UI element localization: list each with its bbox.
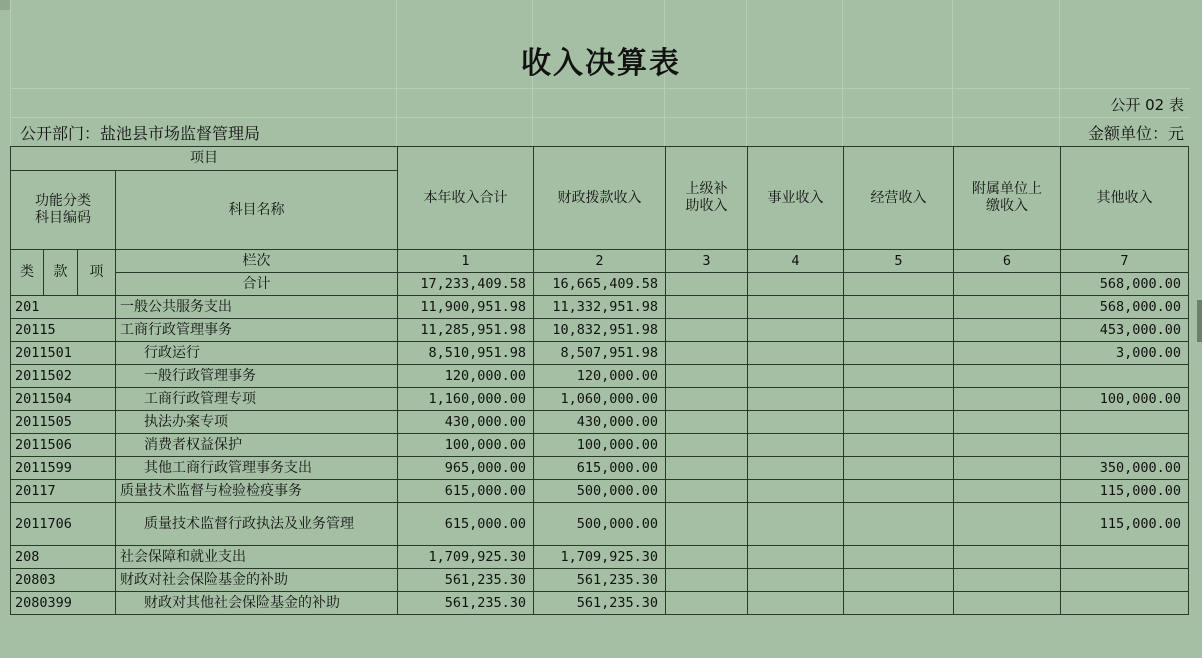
subject-name: 一般行政管理事务 <box>116 365 398 388</box>
amount-cell <box>844 503 954 546</box>
amount-cell <box>748 546 844 569</box>
col-number: 7 <box>1061 250 1189 273</box>
amount-cell <box>1061 569 1189 592</box>
col-header-total: 本年收入合计 <box>398 147 534 250</box>
amount-cell: 11,332,951.98 <box>534 296 666 319</box>
subject-name: 消费者权益保护 <box>116 434 398 457</box>
col-header-business: 事业收入 <box>748 147 844 250</box>
amount-cell <box>954 342 1061 365</box>
amount-cell <box>748 365 844 388</box>
amount-cell <box>748 411 844 434</box>
subject-name: 行政运行 <box>116 342 398 365</box>
grid-line <box>10 117 1190 118</box>
col-number: 1 <box>398 250 534 273</box>
project-header: 项目 <box>11 147 398 171</box>
amount-cell <box>748 592 844 615</box>
amount-cell <box>748 342 844 365</box>
amount-cell <box>954 592 1061 615</box>
table-row <box>11 365 1189 388</box>
amount-cell <box>748 503 844 546</box>
amount-cell: 561,235.30 <box>398 569 534 592</box>
amount-cell <box>1061 592 1189 615</box>
scrollbar-handle[interactable] <box>1197 300 1202 342</box>
subject-code: 2011504 <box>11 388 116 411</box>
table-row <box>11 342 1189 365</box>
amount-cell <box>954 480 1061 503</box>
amount-cell <box>844 296 954 319</box>
amount-cell <box>748 434 844 457</box>
amount-cell <box>666 569 748 592</box>
total-value <box>748 273 844 296</box>
col-header-operating: 经营收入 <box>844 147 954 250</box>
subject-name: 执法办案专项 <box>116 411 398 434</box>
amount-cell <box>1061 546 1189 569</box>
table-row <box>11 546 1189 569</box>
amount-cell <box>954 388 1061 411</box>
amount-cell <box>666 503 748 546</box>
total-value: 16,665,409.58 <box>534 273 666 296</box>
amount-cell <box>954 569 1061 592</box>
subject-name: 财政对社会保险基金的补助 <box>116 569 398 592</box>
amount-cell <box>954 546 1061 569</box>
subject-code: 2080399 <box>11 592 116 615</box>
subject-code: 2011501 <box>11 342 116 365</box>
amount-cell <box>954 503 1061 546</box>
amount-cell <box>1061 365 1189 388</box>
col-number: 5 <box>844 250 954 273</box>
amount-cell <box>666 342 748 365</box>
subject-code: 2011502 <box>11 365 116 388</box>
col-number: 3 <box>666 250 748 273</box>
lanci-header: 栏次 <box>116 250 398 273</box>
subject-name: 工商行政管理专项 <box>116 388 398 411</box>
amount-cell: 500,000.00 <box>534 503 666 546</box>
subject-name: 一般公共服务支出 <box>116 296 398 319</box>
table-row <box>11 296 1189 319</box>
amount-cell <box>844 388 954 411</box>
table-row <box>11 569 1189 592</box>
amount-cell <box>844 457 954 480</box>
amount-cell: 568,000.00 <box>1061 296 1189 319</box>
amount-cell: 120,000.00 <box>398 365 534 388</box>
amount-cell <box>666 434 748 457</box>
total-value <box>844 273 954 296</box>
amount-cell <box>748 457 844 480</box>
amount-cell: 100,000.00 <box>534 434 666 457</box>
amount-cell <box>748 388 844 411</box>
func-code-header: 功能分类 科目编码 <box>11 171 116 250</box>
amount-cell <box>954 434 1061 457</box>
total-value <box>954 273 1061 296</box>
amount-cell <box>666 296 748 319</box>
amount-cell: 1,709,925.30 <box>534 546 666 569</box>
amount-cell: 11,900,951.98 <box>398 296 534 319</box>
col-number: 4 <box>748 250 844 273</box>
amount-cell: 350,000.00 <box>1061 457 1189 480</box>
amount-cell <box>666 480 748 503</box>
amount-cell: 3,000.00 <box>1061 342 1189 365</box>
amount-cell <box>748 319 844 342</box>
table-row <box>11 457 1189 480</box>
amount-cell <box>666 546 748 569</box>
amount-cell: 500,000.00 <box>534 480 666 503</box>
total-value <box>666 273 748 296</box>
amount-cell <box>666 457 748 480</box>
amount-cell: 430,000.00 <box>534 411 666 434</box>
amount-cell <box>844 411 954 434</box>
subject-code: 2011706 <box>11 503 116 546</box>
table-row <box>11 434 1189 457</box>
amount-cell <box>844 434 954 457</box>
total-value: 568,000.00 <box>1061 273 1189 296</box>
amount-cell: 615,000.00 <box>398 503 534 546</box>
table-row <box>11 319 1189 342</box>
grid-line <box>10 88 1190 89</box>
amount-cell <box>666 319 748 342</box>
col-number: 2 <box>534 250 666 273</box>
total-value: 17,233,409.58 <box>398 273 534 296</box>
amount-cell: 120,000.00 <box>534 365 666 388</box>
subject-code: 201 <box>11 296 116 319</box>
amount-cell <box>954 411 1061 434</box>
total-label: 合计 <box>116 273 398 296</box>
col-header-other: 其他收入 <box>1061 147 1189 250</box>
subject-code: 2011599 <box>11 457 116 480</box>
amount-cell: 115,000.00 <box>1061 480 1189 503</box>
subject-name: 工商行政管理事务 <box>116 319 398 342</box>
amount-cell <box>748 480 844 503</box>
page-title: 收入决算表 <box>521 46 681 81</box>
col-number: 6 <box>954 250 1061 273</box>
subject-code: 20803 <box>11 569 116 592</box>
subject-name: 质量技术监督与检验检疫事务 <box>116 480 398 503</box>
table-row <box>11 592 1189 615</box>
kuan-header: 款 <box>44 250 78 296</box>
amount-cell <box>844 569 954 592</box>
subject-name: 其他工商行政管理事务支出 <box>116 457 398 480</box>
amount-cell <box>954 319 1061 342</box>
amount-cell <box>748 296 844 319</box>
subject-code: 20117 <box>11 480 116 503</box>
amount-cell: 430,000.00 <box>398 411 534 434</box>
subject-name: 社会保障和就业支出 <box>116 546 398 569</box>
amount-cell <box>954 365 1061 388</box>
amount-cell: 965,000.00 <box>398 457 534 480</box>
select-all-corner[interactable] <box>0 0 10 10</box>
subject-code: 2011505 <box>11 411 116 434</box>
col-header-fiscal: 财政拨款收入 <box>534 147 666 250</box>
subject-code: 208 <box>11 546 116 569</box>
amount-cell <box>748 569 844 592</box>
amount-cell <box>954 296 1061 319</box>
amount-cell <box>844 480 954 503</box>
amount-cell <box>1061 434 1189 457</box>
lei-header: 类 <box>11 250 44 296</box>
amount-cell: 561,235.30 <box>534 592 666 615</box>
amount-cell: 11,285,951.98 <box>398 319 534 342</box>
unit-label: 金额单位：元 <box>1087 124 1184 143</box>
amount-cell: 561,235.30 <box>398 592 534 615</box>
subject-code: 20115 <box>11 319 116 342</box>
amount-cell: 100,000.00 <box>1061 388 1189 411</box>
table-row <box>11 480 1189 503</box>
amount-cell <box>844 342 954 365</box>
amount-cell: 615,000.00 <box>398 480 534 503</box>
subject-code: 2011506 <box>11 434 116 457</box>
table-row <box>11 411 1189 434</box>
amount-cell: 561,235.30 <box>534 569 666 592</box>
subject-name-header: 科目名称 <box>116 171 398 250</box>
col-header-affiliate: 附属单位上 缴收入 <box>954 147 1061 250</box>
amount-cell <box>666 388 748 411</box>
amount-cell: 10,832,951.98 <box>534 319 666 342</box>
amount-cell: 100,000.00 <box>398 434 534 457</box>
subject-name: 质量技术监督行政执法及业务管理 <box>116 503 398 546</box>
amount-cell <box>666 411 748 434</box>
amount-cell <box>1061 411 1189 434</box>
amount-cell <box>666 592 748 615</box>
amount-cell: 115,000.00 <box>1061 503 1189 546</box>
form-number: 公开 02 表 <box>1110 96 1184 114</box>
amount-cell: 1,709,925.30 <box>398 546 534 569</box>
amount-cell: 453,000.00 <box>1061 319 1189 342</box>
amount-cell: 8,510,951.98 <box>398 342 534 365</box>
amount-cell: 8,507,951.98 <box>534 342 666 365</box>
amount-cell <box>954 457 1061 480</box>
table-row <box>11 503 1189 546</box>
amount-cell: 1,160,000.00 <box>398 388 534 411</box>
amount-cell: 1,060,000.00 <box>534 388 666 411</box>
amount-cell <box>844 546 954 569</box>
amount-cell <box>844 319 954 342</box>
department-label: 公开部门：盐池县市场监督管理局 <box>20 124 261 143</box>
col-header-superior: 上级补 助收入 <box>666 147 748 250</box>
subject-name: 财政对其他社会保险基金的补助 <box>116 592 398 615</box>
amount-cell <box>666 365 748 388</box>
xiang-header: 项 <box>78 250 116 296</box>
amount-cell <box>844 365 954 388</box>
amount-cell <box>844 592 954 615</box>
income-table <box>10 146 1189 615</box>
amount-cell: 615,000.00 <box>534 457 666 480</box>
table-row <box>11 388 1189 411</box>
